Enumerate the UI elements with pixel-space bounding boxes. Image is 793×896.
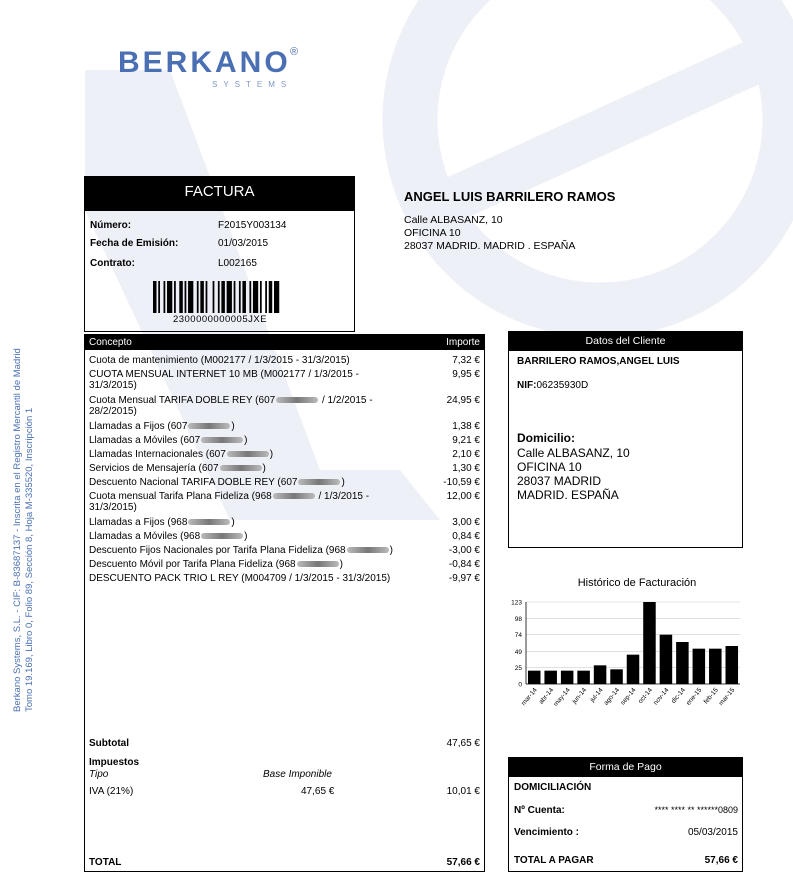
barcode-bar — [242, 281, 246, 313]
tax-type-label: Tipo — [89, 769, 109, 780]
concept-text: Llamadas a Móviles (607 — [89, 435, 201, 446]
concept-text: Cuota de mantenimiento (M002177 / 1/3/2015 - 31/3/2015) — [89, 355, 350, 366]
concept-amount: 12,00 € — [446, 491, 480, 502]
contract-label: Contrato: — [90, 258, 135, 269]
barcode-bar — [153, 281, 157, 313]
chart-bar — [693, 649, 706, 684]
table-row — [89, 463, 266, 474]
domicilio-line3: 28037 MADRID — [517, 474, 602, 488]
table-row — [89, 477, 345, 488]
x-tick-label: may-14 — [552, 686, 572, 708]
concept-text: Llamadas Internacionales (607 — [89, 449, 226, 460]
invoice-number-row — [90, 220, 286, 231]
x-tick-label: sep-14 — [619, 686, 638, 707]
chart-bar — [544, 671, 557, 684]
contract-row — [90, 258, 257, 269]
concept-amount: -9,97 € — [448, 573, 480, 584]
payment-method: DOMICILIACIÓN — [514, 782, 592, 793]
concept-text-suffix: ) — [231, 421, 235, 432]
table-row — [89, 355, 350, 366]
redacted-number — [227, 451, 269, 457]
barcode-bar — [269, 281, 273, 313]
barcode-bar — [185, 281, 187, 313]
invoice-date-label: Fecha de Emisión: — [90, 238, 179, 249]
barcode-bar — [218, 281, 220, 313]
x-tick-label: ene-15 — [684, 686, 704, 707]
concept-amount: 2,10 € — [452, 449, 480, 460]
concept-amount: -0,84 € — [448, 559, 480, 570]
table-row — [89, 517, 235, 528]
table-row — [89, 421, 235, 432]
barcode-bar — [179, 281, 183, 313]
chart-bar — [676, 642, 689, 684]
chart-bar — [610, 669, 623, 684]
client-address-line3: 28037 MADRID. MADRID . ESPAÑA — [404, 240, 576, 252]
total-value: 57,66 € — [446, 857, 480, 868]
invoice-number-label: Número: — [90, 220, 132, 231]
table-row — [89, 491, 369, 513]
barcode-bar — [253, 281, 258, 313]
x-tick-label: mar-15 — [717, 686, 737, 708]
domicilio-line2: OFICINA 10 — [517, 460, 582, 474]
x-tick-label: oct-14 — [637, 686, 654, 706]
tax-base-label: Base Imponible — [263, 769, 332, 780]
total-label: TOTAL — [89, 857, 122, 868]
concept-amount: 9,95 € — [452, 369, 480, 380]
concept-text-suffix: ) — [269, 449, 274, 460]
subtotal-label: Subtotal — [89, 738, 129, 749]
logo-subtitle: SYSTEMS — [212, 80, 293, 89]
concept-text: Servicios de Mensajería (607 — [89, 463, 219, 474]
concept-amount: -10,59 € — [443, 477, 480, 488]
concept-text: DESCUENTO PACK TRIO L REY (M004709 / 1/3/2015 - 31/3/2015) — [89, 573, 391, 584]
x-tick-label: jun-14 — [571, 686, 589, 706]
client-address-line2: OFICINA 10 — [404, 227, 461, 239]
chart-bar — [627, 655, 640, 684]
barcode-bar — [164, 281, 166, 313]
concept-amount: 0,84 € — [452, 531, 480, 542]
redacted-number — [201, 533, 243, 539]
total-to-pay-label: TOTAL A PAGAR — [514, 855, 594, 866]
legal-registry-text — [12, 348, 36, 712]
barcode-bar — [249, 281, 251, 313]
concept-text-suffix: ) — [339, 559, 343, 570]
due-date: 05/03/2015 — [687, 827, 738, 838]
y-tick-label: 25 — [514, 664, 522, 672]
concept-amount: 7,32 € — [452, 355, 480, 366]
concept-text-cont: 31/3/2015) — [89, 502, 137, 513]
chart-bar — [709, 649, 722, 684]
redacted-number — [188, 423, 230, 429]
chart-title: Histórico de Facturación — [577, 577, 697, 589]
x-tick-label: feb-15 — [702, 686, 720, 706]
y-tick-label: 74 — [514, 632, 522, 640]
barcode-bar — [221, 281, 225, 313]
concept-text-suffix: ) — [389, 545, 393, 556]
client-name: ANGEL LUIS BARRILERO RAMOS — [404, 189, 616, 204]
table-row — [89, 545, 393, 556]
taxes-label: Impuestos — [89, 757, 140, 768]
x-tick-label: abr-14 — [537, 686, 556, 706]
total-to-pay: 57,66 € — [704, 855, 738, 866]
table-row — [89, 435, 248, 446]
concept-text-suffix: ) — [231, 517, 235, 528]
invoice-title: FACTURA — [85, 177, 354, 211]
payment-title: Forma de Pago — [509, 758, 742, 777]
barcode — [153, 281, 281, 313]
company-logo — [112, 44, 312, 94]
barcode-bar — [200, 281, 204, 313]
nif-value: 06235930D — [536, 380, 589, 391]
table-row — [89, 573, 390, 584]
chart-bar — [726, 646, 739, 684]
concept-text: Descuento Móvil por Tarifa Plana Fideliza (968 — [89, 559, 296, 570]
x-tick-label: dic-14 — [670, 686, 687, 705]
redacted-number — [201, 437, 243, 443]
client-data-name: BARRILERO RAMOS,ANGEL LUIS — [517, 356, 680, 367]
concept-text: Llamadas a Móviles (968 — [89, 531, 201, 542]
concept-amount: 24,95 € — [446, 395, 480, 406]
client-data-box — [508, 331, 743, 548]
concept-text-suffix: / 1/3/2015 - — [315, 491, 370, 502]
redacted-number — [347, 547, 389, 553]
barcode-bar — [174, 281, 176, 313]
concept-amount: 1,38 € — [452, 421, 480, 432]
redacted-number — [188, 519, 230, 525]
concept-amount: -3,00 € — [448, 545, 480, 556]
concepts-table — [84, 334, 485, 872]
concept-text-suffix: ) — [341, 477, 345, 488]
domicilio-line1: Calle ALBASANZ, 10 — [517, 446, 630, 460]
iva-label: IVA (21%) — [89, 786, 134, 797]
redacted-number — [220, 465, 262, 471]
chart-bar — [528, 671, 541, 684]
concept-text: Llamadas a Fijos (968 — [89, 517, 188, 528]
invoice-number: F2015Y003134 — [218, 220, 287, 231]
concept-text-suffix: ) — [244, 531, 248, 542]
redacted-number — [297, 561, 339, 567]
iva-base: 47,65 € — [301, 786, 335, 797]
table-row — [89, 449, 273, 460]
barcode-bar — [227, 281, 232, 313]
due-date-label: Vencimiento : — [514, 827, 580, 838]
redacted-number — [298, 479, 340, 485]
concept-amount: 1,30 € — [452, 463, 480, 474]
invoice-header-box — [84, 176, 355, 332]
barcode-bar — [188, 281, 193, 313]
contract-number: L002165 — [218, 258, 257, 269]
concept-text-suffix: ) — [244, 435, 248, 446]
concept-text: Descuento Fijos Nacionales por Tarifa Plana Fideliza (968 — [89, 545, 346, 556]
y-tick-label: 49 — [514, 648, 522, 656]
col-concepto: Concepto — [89, 337, 132, 348]
barcode-bar — [167, 281, 172, 313]
concept-amount: 9,21 € — [452, 435, 480, 446]
concept-text-cont: 28/2/2015) — [89, 406, 137, 417]
table-row — [89, 531, 248, 542]
x-tick-label: ago-14 — [602, 686, 622, 707]
y-tick-label: 0 — [518, 681, 522, 689]
account-label: Nº Cuenta: — [514, 805, 565, 816]
iva-value: 10,01 € — [446, 786, 480, 797]
concept-text-suffix: / 1/2/2015 - — [319, 395, 373, 406]
redacted-number — [273, 493, 315, 499]
concept-text: Cuota Mensual TARIFA DOBLE REY (607 — [89, 395, 276, 406]
barcode-bar — [197, 281, 199, 313]
redacted-number — [276, 397, 318, 403]
x-tick-label: mar-14 — [520, 686, 539, 708]
chart-bar — [660, 635, 673, 684]
logo-registered: ® — [290, 46, 299, 58]
chart-bar — [561, 671, 574, 684]
y-tick-label: 98 — [514, 616, 522, 624]
table-row — [89, 369, 359, 391]
concept-text: Llamadas a Fijos (607 — [89, 421, 188, 432]
client-address-line1: Calle ALBASANZ, 10 — [404, 214, 503, 226]
barcode-text: 2300000000005JXE — [172, 314, 268, 325]
col-importe: Importe — [446, 337, 480, 348]
x-tick-label: jul-14 — [589, 686, 605, 704]
client-data-title: Datos del Cliente — [509, 332, 742, 351]
table-row — [89, 559, 343, 570]
chart-bar — [643, 602, 656, 684]
concept-text-cont: 31/3/2015) — [89, 380, 137, 391]
payment-box — [508, 757, 743, 872]
barcode-bar — [274, 281, 279, 313]
nif-label: NIF: — [517, 380, 537, 391]
logo-brand: BERKANO — [118, 46, 291, 79]
barcode-bar — [265, 281, 267, 313]
barcode-bar — [206, 281, 208, 313]
chart-bar — [594, 665, 607, 684]
barcode-bar — [260, 281, 262, 313]
domicilio-label: Domicilio: — [517, 431, 576, 445]
barcode-bar — [234, 281, 236, 313]
legal-line2: Tomo 19.169, Libro 0, Folio 89, Sección 8, Hoja M-335520, Inscripción 1 — [24, 407, 35, 712]
barcode-bar — [239, 281, 241, 313]
domicilio-line4: MADRID. ESPAÑA — [517, 488, 619, 502]
invoice-date-row — [90, 238, 268, 249]
barcode-bar — [158, 281, 160, 313]
nif-row — [517, 380, 588, 391]
subtotal-value: 47,65 € — [446, 738, 480, 749]
table-row — [89, 395, 373, 417]
table-header — [85, 335, 484, 350]
x-tick-label: nov-14 — [652, 686, 671, 707]
barcode-bar — [213, 281, 215, 313]
chart-bar — [577, 671, 590, 684]
y-tick-label: 123 — [511, 599, 522, 607]
concept-text: Cuota mensual Tarifa Plana Fideliza (968 — [89, 491, 272, 502]
billing-history-chart — [496, 574, 756, 734]
account-number: **** **** ** ******0809 — [654, 805, 738, 815]
concept-text-suffix: ) — [262, 463, 266, 474]
concept-amount: 3,00 € — [452, 517, 480, 528]
concept-text: CUOTA MENSUAL INTERNET 10 MB (M002177 / 1/3/2015 - — [89, 369, 359, 380]
invoice-date: 01/03/2015 — [218, 238, 269, 249]
legal-line1: Berkano Systems, S.L. - CIF: B-83687137 - Inscrita en el Registro Mercantil de Madrid — [12, 348, 23, 712]
concept-text: Descuento Nacional TARIFA DOBLE REY (607 — [89, 477, 298, 488]
